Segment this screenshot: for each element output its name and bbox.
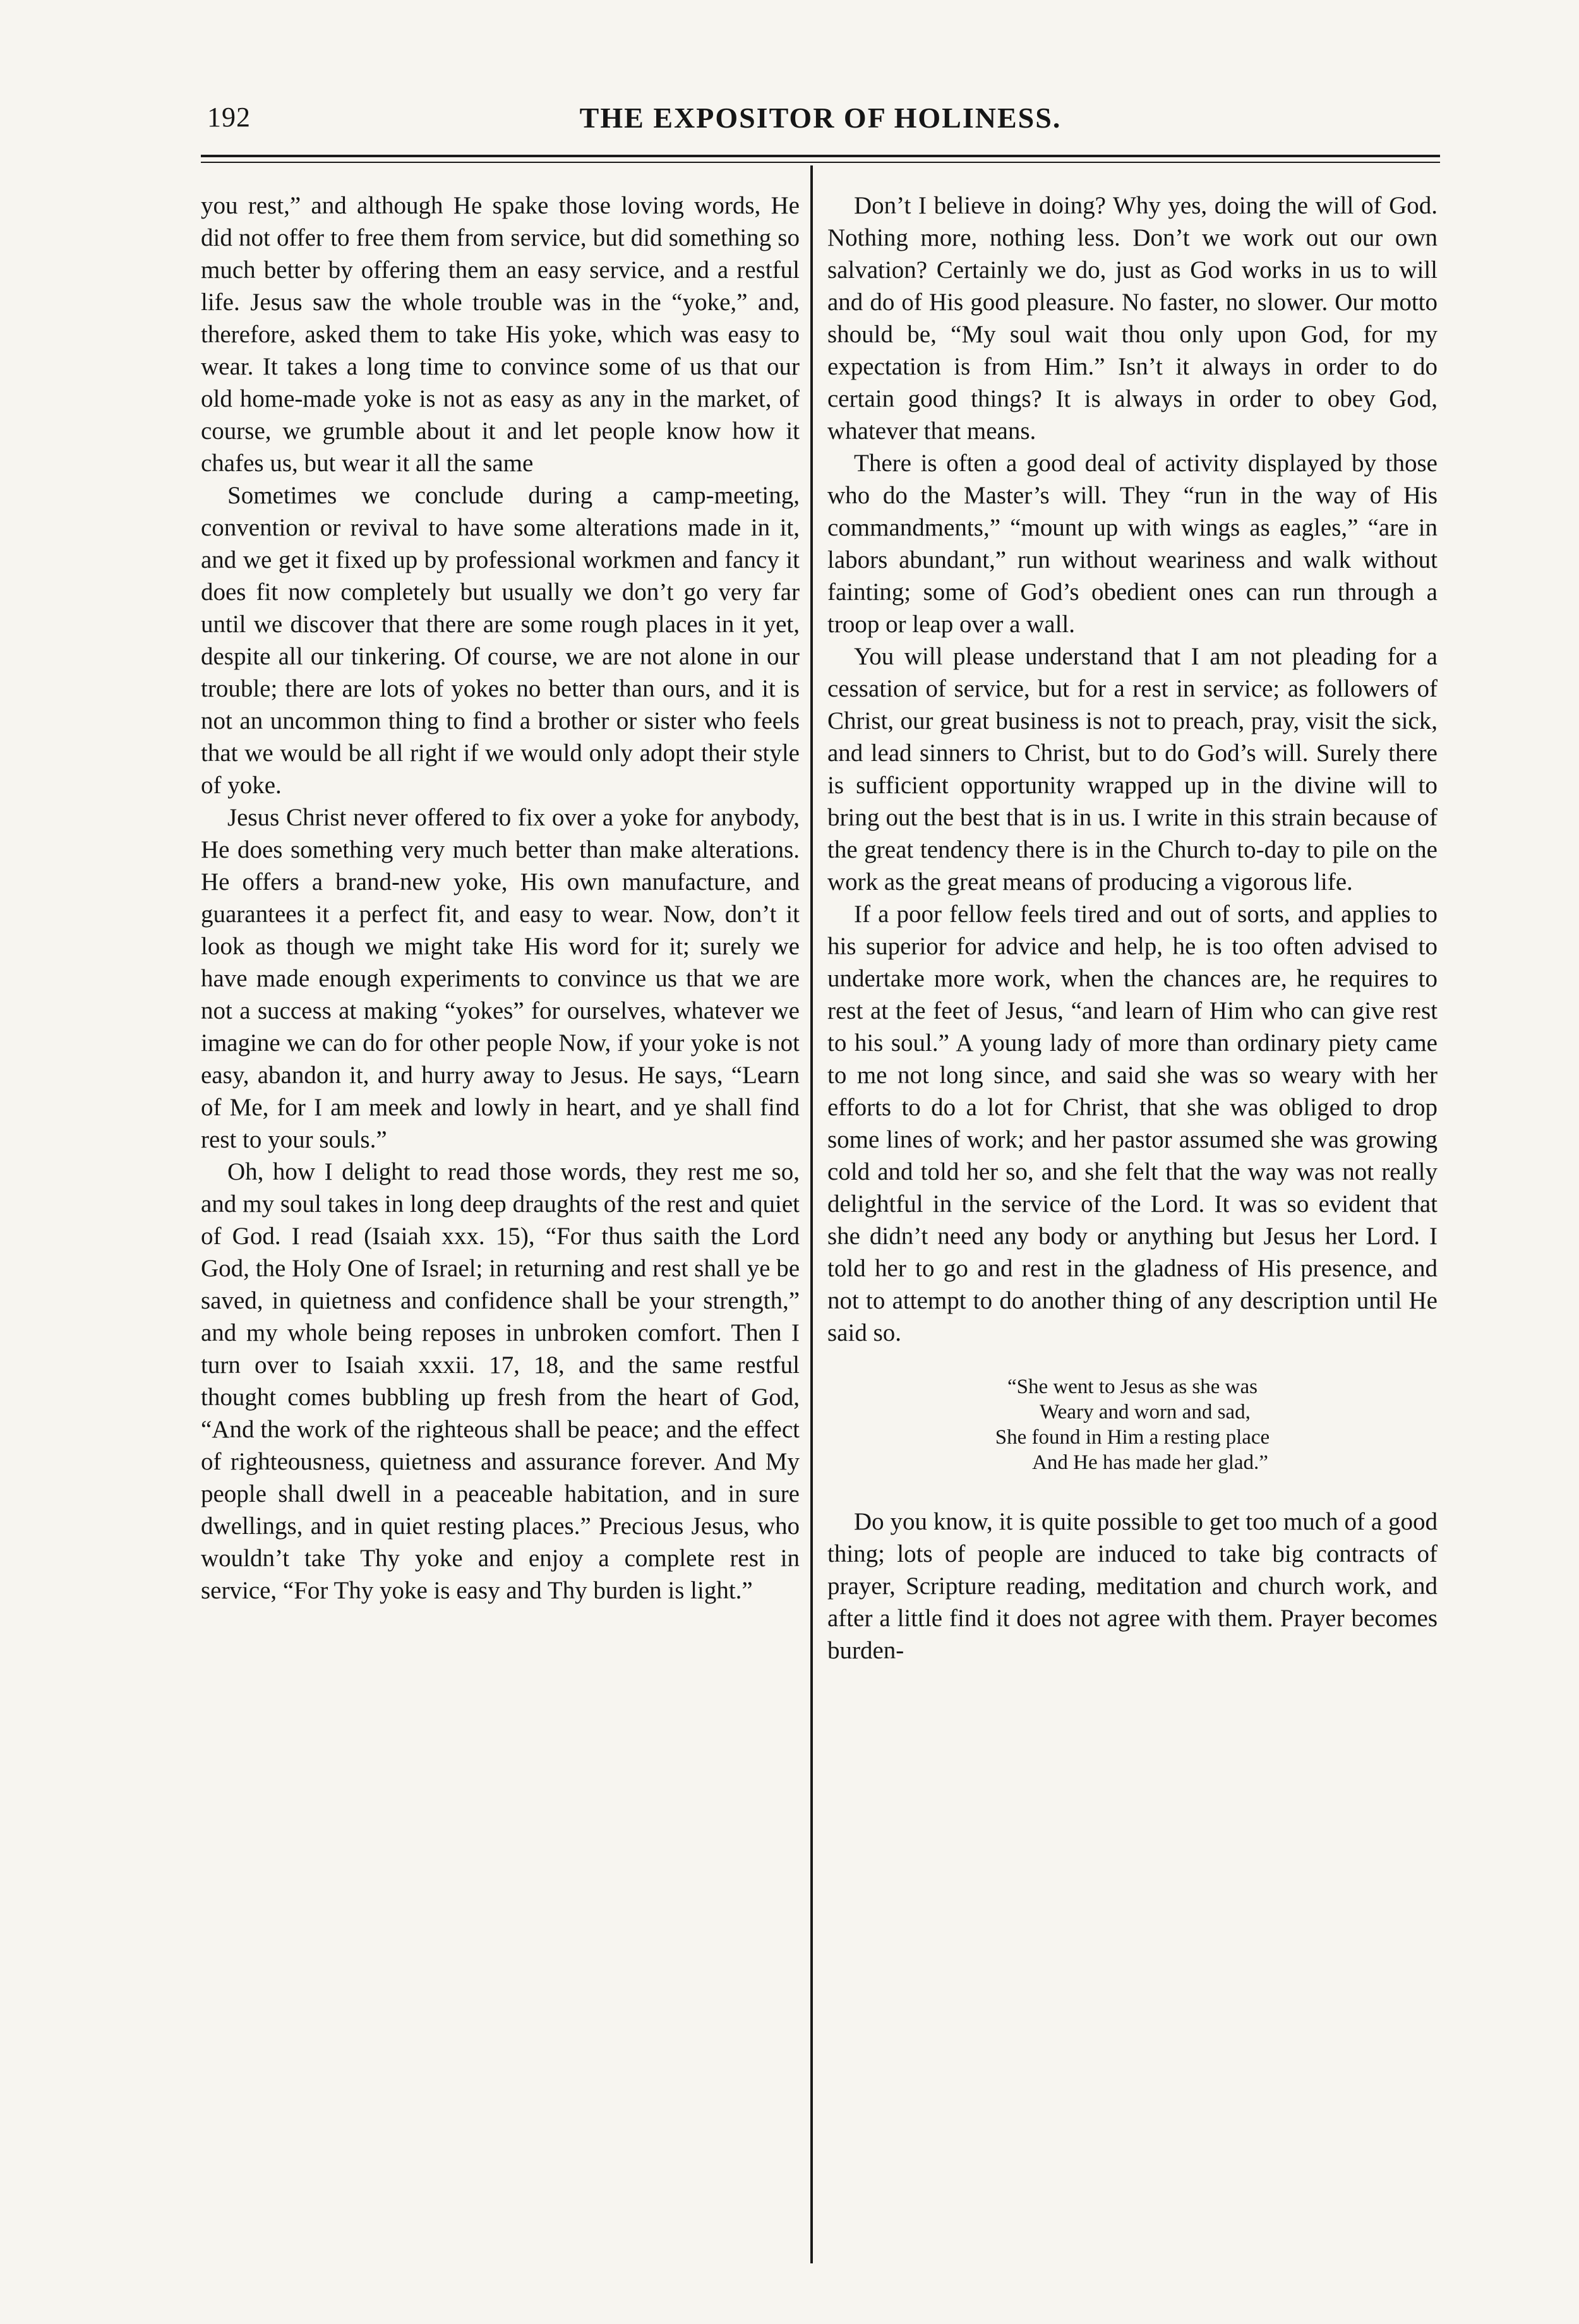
paragraph: There is often a good deal of activity displayed by those who do the Master’s will. They “run in the way of His commandments,” “mount up with wings as eagles,” “are in labors abundant,” run without weariness and walk without fainting; some of God’s obedient ones can run through a troop or leap over a wall. — [827, 450, 1438, 638]
poem-line: And He has made her glad.” — [1032, 1451, 1268, 1474]
poem-quote — [827, 1374, 1438, 1475]
poem-line: She found in Him a resting place — [995, 1426, 1270, 1449]
header-rule-thin — [201, 162, 1440, 163]
header-rule-thick — [201, 155, 1440, 157]
paragraph: Jesus Christ never offered to fix over a yoke for anybody, He does something very much better than make alterations. He offers a brand-new yoke, His own manufacture, and guarantees it a perfect fit, and easy to wear. Now, don’t it look as though we might take His word for it; surely we have made enough experiments to convince us that we are not a success at making “yokes” for ourselves, whatever we imagine we can do for other people Now, if your yoke is not easy, abandon it, and hurry away to Jesus. He says, “Learn of Me, for I am meek and lowly in heart, and ye shall find rest to your souls.” — [201, 804, 800, 1153]
column-divider — [810, 165, 813, 2263]
left-column — [201, 189, 800, 2267]
paragraph: Do you know, it is quite possible to get too much of a good thing; lots of people are induced to take big contracts of prayer, Scripture reading, meditation and church work, and after a little find it does not agree with them. Prayer becomes burden- — [827, 1508, 1438, 1664]
paragraph: you rest,” and although He spake those loving words, He did not offer to free them from service, but did something so much better by offering them an easy service, and a restful life. Jesus saw the whole trouble was in the “yoke,” and, therefore, asked them to take His yoke, which was easy to wear. It takes a long time to convince some of us that our old home-made yoke is not as easy as any in the market, of course, we grumble about it and let people know how it chafes us, but wear it all the same — [201, 192, 800, 477]
poem-line: Weary and worn and sad, — [1040, 1401, 1251, 1423]
paragraph: If a poor fellow feels tired and out of sorts, and applies to his superior for advice and help, he is too often advised to undertake more work, when the chances are, he requires to rest at the feet of Jesus, “and learn of Him who can give rest to his soul.” A young lady of more than ordinary piety came to me not long since, and said she was so weary with her efforts to do a lot for Christ, that she was obliged to drop some lines of work; and her pastor assumed she was growing cold and told her so, and she felt that the way was not really delightful in the service of the Lord. It was so evident that she didn’t need any body or anything but Jesus her Lord. I told her to go and rest in the gladness of His presence, and not to attempt to do another thing of any description until He said so. — [827, 901, 1438, 1346]
page-number: 192 — [207, 102, 251, 133]
running-head — [201, 101, 1440, 145]
journal-title: THE EXPOSITOR OF HOLINESS. — [579, 102, 1062, 134]
right-column — [827, 189, 1438, 2267]
paragraph: Sometimes we conclude during a camp-meeting, convention or revival to have some alterations made in it, and we get it fixed up by professional workmen and fancy it does fit now completely but usually we don’t go very far until we discover that there are some rough places in it yet, despite all our tinkering. Of course, we are not alone in our trouble; there are lots of yokes no better than ours, and it is not an uncommon thing to find a brother or sister who feels that we would be all right if we would only adopt their style of yoke. — [201, 482, 800, 799]
paragraph: You will please understand that I am not pleading for a cessation of service, but for a rest in service; as followers of Christ, our great business is not to preach, pray, visit the sick, and lead sinners to Christ, but to do God’s will. Surely there is sufficient opportunity wrapped up in the divine will to bring out the best that is in us. I write in this strain because of the great tendency there is in the Church to-day to pile on the work as the great means of producing a vigorous life. — [827, 643, 1438, 895]
paragraph: Oh, how I delight to read those words, they rest me so, and my soul takes in long deep draughts of the rest and quiet of God. I read (Isaiah xxx. 15), “For thus saith the Lord God, the Holy One of Israel; in returning and rest shall ye be saved, in quietness and confidence shall be your strength,” and my whole being reposes in unbroken comfort. Then I turn over to Isaiah xxxii. 17, 18, and the same restful thought comes bubbling up fresh from the heart of God, “And the work of the righteous shall be peace; and the effect of righteousness, quietness and assurance forever. And My people shall dwell in a peaceable habitation, and in sure dwellings, and in quiet resting places.” Precious Jesus, who wouldn’t take Thy yoke and enjoy a complete rest in service, “For Thy yoke is easy and Thy burden is light.” — [201, 1158, 800, 1604]
poem-line: “She went to Jesus as she was — [1007, 1375, 1258, 1398]
paragraph: Don’t I believe in doing? Why yes, doing the will of God. Nothing more, nothing less. Don’t we work out our own salvation? Certainly we do, just as God works in us to will and do of His good pleasure. No faster, no slower. Our motto should be, “My soul wait thou only upon God, for my expectation is from Him.” Isn’t it always in order to do certain good things? It is always in order to obey God, whatever that means. — [827, 192, 1438, 445]
